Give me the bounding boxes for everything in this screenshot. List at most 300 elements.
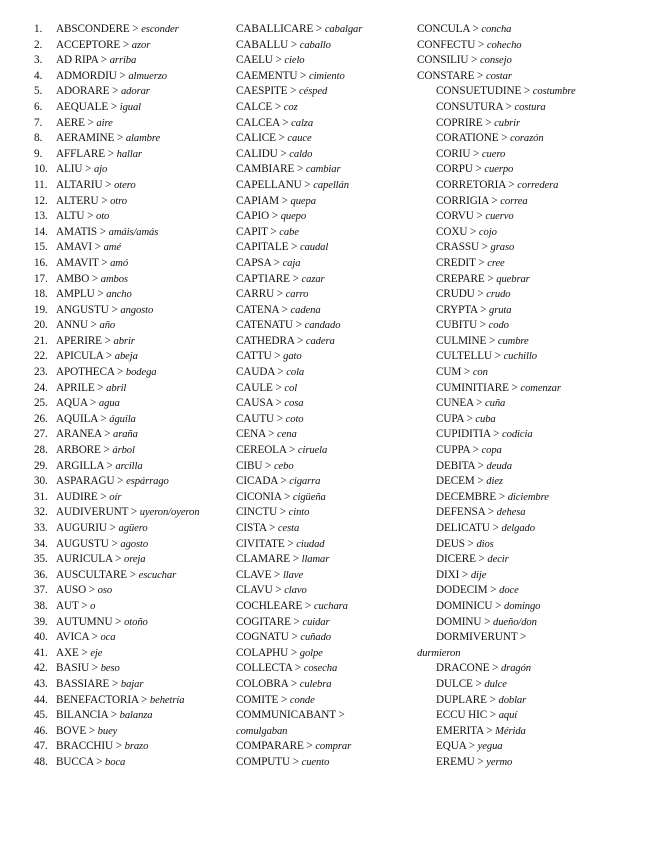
derivation-arrow: > — [292, 662, 304, 675]
latin-word: ALIU — [56, 163, 83, 176]
entry-number: 2. — [34, 38, 43, 51]
etymology-entry — [34, 84, 234, 100]
derivation-arrow: > — [267, 225, 280, 238]
spanish-word: cohecho — [486, 39, 522, 51]
latin-word: CRYPTA — [436, 303, 478, 316]
etymology-entry — [417, 318, 647, 334]
latin-word: CAPITALE — [236, 241, 289, 254]
derivation-arrow: > — [487, 584, 500, 597]
word-list-column-2 — [236, 22, 414, 771]
latin-word: BOVE — [56, 724, 87, 737]
derivation-arrow: > — [492, 599, 504, 612]
derivation-arrow: > — [474, 69, 486, 82]
etymology-entry — [417, 194, 647, 210]
etymology-entry — [236, 552, 414, 568]
spanish-word: quepa — [290, 195, 316, 207]
spanish-word: domingo — [504, 600, 541, 612]
spanish-word: costumbre — [532, 86, 576, 98]
spanish-word: esconder — [141, 24, 179, 35]
etymology-entry — [34, 552, 234, 568]
latin-word: CORRIGIA — [436, 194, 489, 207]
etymology-entry — [34, 505, 234, 521]
etymology-entry — [236, 755, 414, 771]
etymology-entry — [236, 568, 414, 584]
derivation-arrow: > — [288, 646, 300, 659]
spanish-word: amé — [103, 242, 121, 254]
spanish-word: cuña — [485, 398, 506, 410]
spanish-word: codo — [488, 320, 509, 332]
derivation-arrow: > — [87, 397, 99, 410]
etymology-entry — [417, 147, 647, 163]
etymology-entry — [417, 724, 647, 740]
latin-word: CUPIDITIA — [436, 428, 491, 441]
etymology-entry — [34, 131, 234, 147]
spanish-word: durmieron — [417, 647, 461, 659]
spanish-word: arriba — [109, 55, 137, 67]
spanish-word: culebra — [299, 678, 332, 690]
spanish-word: amó — [110, 257, 129, 269]
entry-number: 23. — [34, 366, 48, 379]
spanish-word: cuñado — [300, 632, 331, 644]
entry-number: 45. — [34, 709, 48, 722]
latin-word: CUPA — [436, 412, 464, 425]
derivation-arrow: > — [114, 475, 127, 488]
derivation-arrow: > — [486, 334, 498, 347]
entry-number: 3. — [34, 54, 43, 67]
derivation-arrow: > — [138, 693, 150, 706]
latin-word: ARBORE — [56, 444, 101, 457]
derivation-arrow: > — [278, 303, 291, 316]
latin-word: CAPTIARE — [236, 272, 290, 285]
derivation-arrow: > — [274, 366, 287, 379]
etymology-entry — [417, 131, 647, 147]
spanish-word: gato — [283, 351, 302, 363]
etymology-entry — [236, 365, 414, 381]
latin-word: ASPARAGU — [56, 475, 115, 488]
etymology-entry — [236, 84, 414, 100]
spanish-word: hallar — [116, 148, 142, 160]
etymology-entry — [236, 116, 414, 132]
latin-word: CAUTU — [236, 412, 275, 425]
etymology-entry — [417, 225, 647, 241]
latin-word: CATENA — [236, 303, 279, 316]
latin-word: AERAMINE — [56, 132, 115, 145]
etymology-entry — [236, 100, 414, 116]
entry-number: 4. — [34, 69, 43, 82]
etymology-entry — [34, 287, 234, 303]
derivation-arrow: > — [521, 85, 533, 98]
etymology-entry — [417, 583, 647, 599]
etymology-entry — [417, 459, 647, 475]
latin-word: DICERE — [436, 553, 476, 566]
derivation-arrow: > — [474, 459, 487, 472]
derivation-arrow: > — [91, 241, 104, 254]
spanish-word: oreja — [124, 554, 146, 566]
latin-word: EMERITA — [436, 724, 484, 737]
etymology-entry — [34, 53, 234, 69]
spanish-word: azor — [131, 39, 151, 51]
etymology-entry — [417, 615, 647, 631]
latin-word: AUSO — [56, 584, 87, 597]
etymology-entry — [34, 116, 234, 132]
derivation-arrow: > — [475, 38, 487, 51]
spanish-word: dehesa — [496, 507, 526, 519]
derivation-arrow: > — [78, 599, 91, 612]
derivation-arrow: > — [474, 288, 487, 301]
derivation-arrow: > — [275, 132, 288, 145]
latin-word: CAESPITE — [236, 85, 288, 98]
latin-word: AUDIVERUNT — [56, 506, 129, 519]
spanish-word: eje — [90, 647, 103, 659]
etymology-entry — [34, 739, 234, 755]
derivation-arrow: > — [108, 709, 120, 722]
etymology-entry — [417, 521, 647, 537]
latin-word: DUPLARE — [436, 693, 487, 706]
derivation-arrow: > — [127, 568, 139, 581]
latin-word: CULTELLU — [436, 350, 492, 363]
entry-number: 42. — [34, 662, 48, 675]
spanish-word: ciudad — [296, 538, 325, 550]
latin-word: CISTA — [236, 522, 267, 534]
spanish-word: cojo — [478, 226, 497, 238]
derivation-arrow: > — [288, 38, 300, 51]
derivation-arrow: > — [335, 709, 345, 722]
derivation-arrow: > — [120, 38, 132, 51]
spanish-word: cuchara — [313, 600, 348, 612]
latin-word: ALTARIU — [56, 178, 103, 191]
derivation-arrow: > — [290, 553, 302, 566]
derivation-arrow: > — [475, 553, 488, 566]
latin-word: COMPUTU — [236, 755, 291, 768]
derivation-arrow: > — [82, 163, 94, 176]
etymology-entry — [417, 303, 647, 319]
entry-number: 11. — [34, 178, 48, 191]
entry-number: 48. — [34, 755, 48, 768]
spanish-word: buey — [97, 725, 118, 737]
etymology-entry — [34, 162, 234, 178]
latin-word: DEFENSA — [436, 506, 486, 519]
etymology-entry — [417, 209, 647, 225]
spanish-word: cazar — [301, 273, 325, 285]
latin-word: ANGUSTU — [56, 303, 109, 316]
derivation-arrow: > — [302, 599, 314, 612]
latin-word: CICONIA — [236, 490, 282, 503]
derivation-arrow: > — [262, 459, 274, 472]
entry-number: 27. — [34, 428, 48, 441]
spanish-word: col — [284, 382, 298, 394]
spanish-word: angosto — [120, 304, 154, 316]
etymology-entry — [417, 568, 647, 584]
etymology-entry — [236, 38, 414, 54]
derivation-arrow: > — [271, 350, 284, 363]
derivation-arrow: > — [290, 755, 302, 768]
derivation-arrow: > — [272, 397, 285, 410]
etymology-entry — [417, 53, 647, 69]
latin-word: CUMINITIARE — [436, 381, 509, 394]
etymology-entry — [236, 349, 414, 365]
etymology-entry — [236, 318, 414, 334]
derivation-arrow: > — [303, 740, 316, 753]
etymology-entry — [236, 583, 414, 599]
etymology-entry — [34, 630, 234, 646]
spanish-word: costar — [485, 70, 512, 82]
etymology-entry — [34, 474, 234, 490]
etymology-entry — [34, 225, 234, 241]
entry-number: 17. — [34, 272, 48, 285]
latin-word: AVICA — [56, 631, 89, 644]
derivation-arrow: > — [266, 522, 278, 534]
latin-word: AD RIPA — [56, 54, 99, 67]
etymology-entry — [34, 381, 234, 397]
spanish-word: cuba — [475, 413, 496, 425]
derivation-arrow: > — [102, 178, 115, 191]
latin-word: COGITARE — [236, 615, 291, 628]
etymology-entry — [236, 490, 414, 506]
spanish-word: cosa — [284, 398, 304, 410]
spanish-word: diez — [486, 476, 503, 488]
entry-number: 16. — [34, 256, 48, 269]
latin-word: CAPSA — [236, 256, 271, 269]
etymology-entry — [236, 162, 414, 178]
entry-number: 37. — [34, 584, 48, 597]
etymology-entry — [34, 599, 234, 615]
entry-number: 33. — [34, 522, 48, 534]
latin-word: COPRIRE — [436, 116, 483, 129]
spanish-word: coz — [283, 101, 298, 113]
entry-number: 24. — [34, 381, 48, 394]
derivation-arrow: > — [129, 23, 142, 35]
etymology-entry — [417, 412, 647, 428]
entry-number: 12. — [34, 194, 48, 207]
derivation-arrow: > — [89, 662, 101, 675]
etymology-entry — [236, 537, 414, 553]
derivation-arrow: > — [481, 615, 493, 628]
etymology-entry — [236, 739, 414, 755]
etymology-entry — [236, 505, 414, 521]
etymology-entry — [34, 334, 234, 350]
derivation-arrow: > — [469, 23, 482, 35]
latin-word: AMAVIT — [56, 256, 99, 269]
etymology-entry — [236, 178, 414, 194]
latin-word: CALCE — [236, 100, 273, 113]
spanish-word: yegua — [477, 741, 503, 753]
derivation-arrow: > — [97, 225, 109, 238]
spanish-word: concha — [481, 24, 512, 35]
derivation-arrow: > — [277, 506, 289, 519]
spanish-word: capellán — [313, 179, 349, 191]
derivation-arrow: > — [498, 132, 511, 145]
spanish-word: behetría — [149, 694, 185, 706]
etymology-entry — [236, 225, 414, 241]
latin-word: CAUDA — [236, 366, 275, 379]
derivation-arrow: > — [86, 724, 98, 737]
etymology-entry — [236, 521, 414, 537]
latin-word: AURICULA — [56, 553, 113, 566]
derivation-arrow: > — [473, 210, 486, 223]
etymology-entry — [34, 318, 234, 334]
latin-word: DULCE — [436, 677, 473, 690]
derivation-arrow: > — [459, 568, 471, 581]
spanish-word: quepo — [280, 211, 307, 223]
derivation-arrow: > — [272, 54, 285, 67]
derivation-arrow: > — [287, 85, 300, 98]
spanish-word: caja — [282, 257, 301, 269]
spanish-word: delgado — [501, 523, 535, 534]
spanish-word: comulgaban — [236, 725, 288, 737]
spanish-word: costura — [514, 101, 546, 113]
latin-word: AQUA — [56, 397, 88, 410]
derivation-arrow: > — [505, 178, 518, 191]
derivation-arrow: > — [294, 163, 306, 176]
derivation-arrow: > — [114, 366, 126, 379]
spanish-word: con — [472, 367, 488, 379]
derivation-arrow: > — [113, 740, 125, 753]
spanish-word: cumbre — [497, 335, 529, 347]
spanish-word: cosecha — [303, 663, 338, 675]
derivation-arrow: > — [87, 319, 100, 332]
spanish-word: otro — [110, 195, 127, 207]
latin-word: CATENATU — [236, 319, 293, 332]
spanish-word: aire — [96, 117, 113, 129]
derivation-arrow: > — [94, 288, 107, 301]
latin-word: CICADA — [236, 475, 278, 488]
derivation-arrow: > — [477, 303, 490, 316]
spanish-word: decir — [487, 554, 509, 566]
derivation-arrow: > — [103, 350, 115, 363]
spanish-word: oca — [100, 632, 116, 644]
etymology-entry — [236, 272, 414, 288]
latin-word: CAPELLANU — [236, 178, 302, 191]
etymology-entry — [34, 661, 234, 677]
spanish-word: comenzar — [520, 382, 561, 394]
latin-word: EQUA — [436, 740, 467, 753]
entry-number: 34. — [34, 537, 48, 550]
derivation-arrow: > — [469, 444, 482, 457]
derivation-arrow: > — [265, 428, 278, 441]
derivation-arrow: > — [97, 412, 110, 425]
entry-number: 35. — [34, 553, 48, 566]
latin-word: DECEMBRE — [436, 490, 497, 503]
spanish-word: agua — [98, 398, 120, 410]
derivation-arrow: > — [477, 319, 489, 332]
etymology-entry — [236, 287, 414, 303]
latin-word: CLAVE — [236, 568, 272, 581]
spanish-word: ancho — [106, 289, 132, 301]
word-list-column-3 — [417, 22, 647, 771]
derivation-arrow: > — [517, 631, 527, 644]
spanish-word: otero — [114, 179, 136, 191]
etymology-entry — [236, 53, 414, 69]
latin-word: CUBITU — [436, 319, 478, 332]
spanish-word: correa — [500, 195, 528, 207]
spanish-word: boca — [105, 756, 126, 768]
derivation-arrow: > — [486, 693, 499, 706]
latin-word: COGNATU — [236, 631, 289, 644]
latin-word: APRILE — [56, 381, 95, 394]
spanish-word: ajo — [93, 164, 108, 176]
entry-number: 20. — [34, 319, 48, 332]
derivation-arrow: > — [284, 537, 297, 550]
etymology-entry — [34, 755, 234, 771]
spanish-word: almuerzo — [128, 70, 167, 82]
latin-word: ALTERU — [56, 194, 99, 207]
derivation-arrow: > — [277, 475, 290, 488]
entry-number: 1. — [34, 23, 43, 35]
entry-number: 9. — [34, 147, 43, 160]
latin-word: AQUILA — [56, 412, 98, 425]
etymology-entry — [236, 194, 414, 210]
spanish-word: cabalgar — [324, 24, 363, 35]
spanish-word: corazón — [510, 133, 544, 145]
etymology-entry — [417, 739, 647, 755]
spanish-word: o — [90, 600, 96, 612]
spanish-word: bajar — [120, 678, 144, 690]
etymology-entry — [34, 100, 234, 116]
derivation-arrow: > — [88, 631, 101, 644]
spanish-word: ciruela — [297, 445, 328, 457]
entry-number: 5. — [34, 85, 43, 98]
etymology-entry — [417, 69, 647, 85]
latin-word: CONSUTURA — [436, 100, 503, 113]
spanish-word: diciembre — [507, 491, 549, 503]
derivation-arrow: > — [100, 444, 113, 457]
derivation-arrow: > — [98, 256, 111, 269]
word-list-column-1 — [34, 22, 234, 771]
etymology-entry — [236, 412, 414, 428]
latin-word: CALIDU — [236, 147, 278, 160]
etymology-entry — [417, 287, 647, 303]
spanish-word: carro — [285, 289, 309, 301]
derivation-arrow: > — [288, 677, 300, 690]
etymology-entry — [417, 661, 647, 677]
derivation-arrow: > — [108, 303, 121, 316]
derivation-arrow: > — [483, 724, 496, 737]
derivation-arrow: > — [466, 740, 478, 753]
derivation-arrow: > — [474, 755, 487, 768]
derivation-arrow: > — [109, 677, 121, 690]
derivation-arrow: > — [290, 615, 303, 628]
derivation-arrow: > — [470, 147, 482, 160]
derivation-arrow: > — [467, 225, 479, 238]
entry-number: 26. — [34, 412, 48, 425]
derivation-arrow: > — [278, 194, 291, 207]
latin-word: ECCU HIC — [436, 709, 488, 722]
derivation-arrow: > — [274, 288, 286, 301]
spanish-word: espárrago — [126, 476, 169, 488]
etymology-entry — [34, 349, 234, 365]
entry-number: 28. — [34, 444, 48, 457]
derivation-arrow: > — [103, 459, 116, 472]
latin-word: APICULA — [56, 350, 104, 363]
spanish-word: cuero — [481, 148, 506, 160]
entry-number: 47. — [34, 740, 48, 753]
spanish-word: ambos — [100, 273, 128, 285]
entry-number: 15. — [34, 241, 48, 254]
spanish-word: césped — [299, 86, 328, 98]
derivation-arrow: > — [114, 132, 126, 145]
etymology-entry — [236, 630, 414, 646]
derivation-arrow: > — [489, 522, 502, 534]
derivation-arrow: > — [490, 428, 503, 441]
latin-word: ARANEA — [56, 428, 102, 441]
etymology-entry — [236, 677, 414, 693]
etymology-entry — [236, 615, 414, 631]
derivation-arrow: > — [288, 241, 300, 254]
spanish-word: brazo — [124, 741, 149, 753]
spanish-word: llamar — [301, 554, 330, 566]
latin-word: CREPARE — [436, 272, 485, 285]
spanish-word: águila — [109, 413, 136, 425]
